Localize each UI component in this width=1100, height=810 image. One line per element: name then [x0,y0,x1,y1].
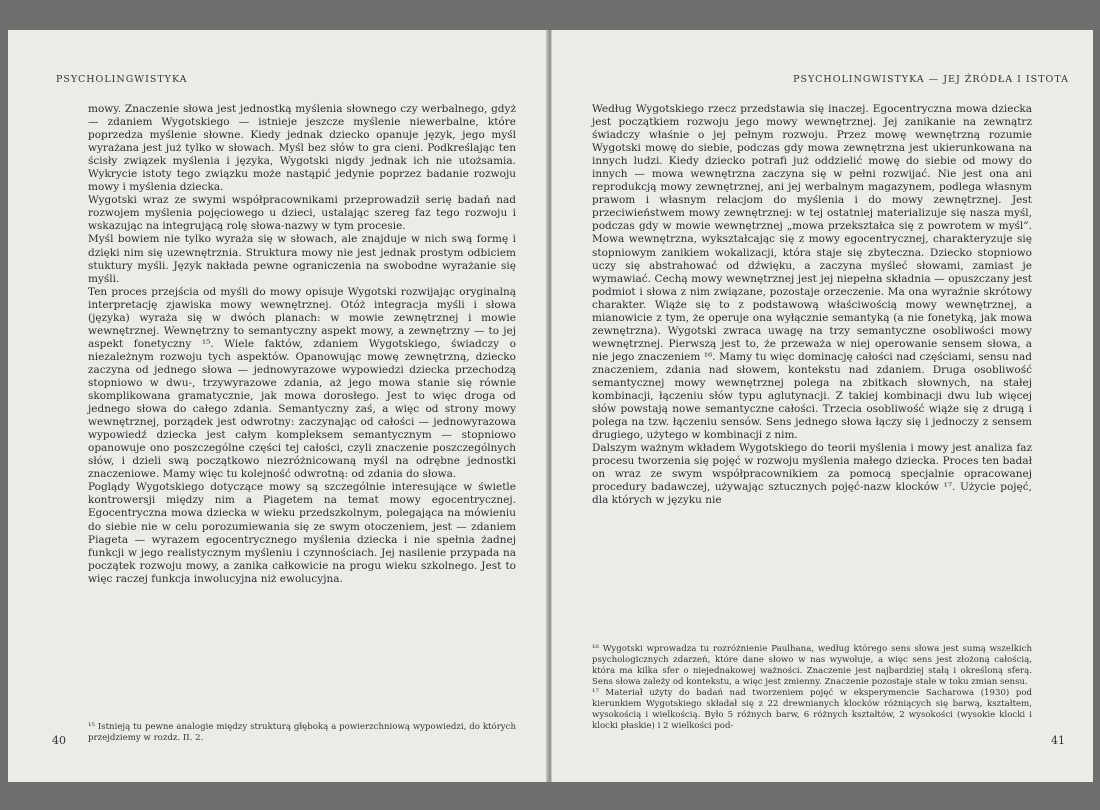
paragraph: Wygotski wraz ze swymi współpracownikami przeprowadził serię badań nad rozwojem myślenia pojęciowego u dzieci, ustalając szereg faz tego rozwoju i wskazując na integrującą rolę słowa-nazwy w tym procesie. [88,194,516,233]
right-body-text [592,103,1032,507]
right-footnotes [592,644,1032,732]
paragraph: Poglądy Wygotskiego dotyczące mowy są szczególnie interesujące w świetle kontrowersji między nim a Piagetem na temat mowy egocentrycznej. Egocentryczna mowa dziecka w wieku przedszkolnym, polegająca na mówieniu do siebie nie w celu porozumiewania się ze swym otoczeniem, jest — zdaniem Piageta — wyrazem egocentrycznego myślenia dziecka i nie spełnia żadnej funkcji w jego realistycznym myśleniu i czynnościach. Jej nasilenie przypada na początek rozwoju mowy, a zanika całkowicie na progu wieku szkolnego. Jest to więc raczej funkcja inwolucyjna niż ewolucyjna. [88,481,516,585]
footnote: ¹⁶ Wygotski wprowadza tu rozróżnienie Paulhana, według którego sens słowa jest sumą wszelkich psychologicznych zdarzeń, które dane słowo w nas wywołuje, a więc sens jest złożoną całością, która ma kilka sfer o niejednakowej ważności. Znaczenie jest najbardziej stałą i określoną sferą. Sens słowa zależy od kontekstu, a więc jest zmienny. Znaczenie pozostaje stałe w toku zmian sensu. [592,644,1032,687]
page-number-left: 40 [52,734,66,747]
footnote: ¹⁷ Materiał użyty do badań nad tworzeniem pojęć w eksperymencie Sacharowa (1930) pod kierunkiem Wygotskiego składał się z 22 drewnianych klocków różniących się barwą, kształtem, wysokością i wielkością. Było 5 różnych barw, 6 różnych kształtów, 2 wysokości (wysokie klocki i klocki płaskie) i 2 wielkości pod- [592,688,1032,731]
footnote: ¹⁵ Istnieją tu pewne analogie między strukturą głęboką a powierzchniową wypowiedzi, do których przejdziemy w rozdz. II. 2. [88,722,516,743]
left-footnotes [88,722,516,744]
paragraph: Według Wygotskiego rzecz przedstawia się inaczej. Egocentryczna mowa dziecka jest początkiem rozwoju jego mowy wewnętrznej. Jej zanikanie na zewnątrz świadczy właśnie o jej pełnym rozwoju. Przez mowę wewnętrzną rozumie Wygotski mowę do siebie, podczas gdy mowa zewnętrzna jest ukierunkowana na innych ludzi. Kiedy dziecko potrafi już oddzielić mowę do siebie od mowy do innych — mowa wewnętrzna zaczyna się w pełni rozwijać. Nie jest ona ani reprodukcją mowy zewnętrznej, ani jej werbalnym magazynem, podlega własnym prawom i własnym relacjom do myślenia i do mowy zewnętrznej. Jest przeciwieństwem mowy zewnętrznej: w tej ostatniej materializuje się nasza myśl, podczas gdy w mowie wewnętrznej „mowa przekształca się z powrotem w myśl”. Mowa wewnętrzna, wykształcając się z mowy egocentrycznej, charakteryzuje się stopniowym zanikiem wokalizacji, która staje się zbyteczna. Dziecko stopniowo uczy się abstrahować od dźwięku, a zaczyna myśleć słowami, zamiast je wymawiać. Cechą mowy wewnętrznej jest jej niepełna składnia — opuszczany jest podmiot i słowa z nim związane, pozostaje orzeczenie. Ma ona wyraźnie skrótowy charakter. Wiąże się to z podstawową właściwością mowy wewnętrznej, a mianowicie z tym, że operuje ona wyłącznie semantyką (a nie fonetyką, jak mowa zewnętrzna). Wygotski zwraca uwagę na trzy semantyczne osobliwości mowy wewnętrznej. Pierwszą jest to, że przeważa w niej operowanie sensem słowa, a nie jego znaczeniem ¹⁶. Mamy tu więc dominację całości nad częściami, sensu nad znaczeniem, zdania nad słowem, kontekstu nad zdaniem. Druga osobliwość semantycznej mowy wewnętrznej polega na zbitkach słownych, na stałej kombinacji, łączeniu słów typu aglutynacji. Z takiej kombinacji dwu lub więcej słów powstają nowe semantyczne całości. Trzecia osobliwość wiąże się z drugą i polega na tzw. łączeniu sensów. Sens jednego słowa łączy się i jednoczy z sensem drugiego, użytego w kombinacji z nim. [592,103,1032,442]
paragraph: mowy. Znaczenie słowa jest jednostką myślenia słownego czy werbalnego, gdyż — zdaniem Wygotskiego — istnieje jeszcze myślenie niewerbalne, które poprzedza myślenie słowne. Kiedy jednak dziecko opanuje język, jego myśl wyrażana jest już tylko w słowach. Myśl bez słów to gra cieni. Podkreślając ten ścisły związek myślenia i języka, Wygotski nigdy jednak ich nie utożsamia. Wykrycie istoty tego związku może nastąpić jedynie poprzez badanie rozwoju mowy i myślenia dziecka. [88,103,516,194]
right-page [551,30,1093,782]
paragraph: Ten proces przejścia od myśli do mowy opisuje Wygotski rozwijając oryginalną interpretację zjawiska mowy wewnętrznej. Otóż integracja myśli i słowa (języka) wyraża się w dwóch planach: w mowie zewnętrznej i mowie wewnętrznej. Wewnętrzny to semantyczny aspekt mowy, a zewnętrzny — to jej aspekt fonetyczny ¹⁵. Wiele faktów, zdaniem Wygotskiego, świadczy o niezależnym rozwoju tych aspektów. Opanowując mowę zewnętrzną, dziecko zaczyna od jednego słowa — jednowyrazowe wypowiedzi dziecka przechodzą stopniowo w dwu-, trzywyrazowe zdania, aż jego mowa stanie się równie skomplikowana gramatycznie, jak mowa dorosłego. Jest to więc droga od jednego słowa do całego zdania. Semantyczny zaś, a więc od strony mowy wewnętrznej, porządek jest odwrotny: zaczynając od całości — jednowyrazowa wypowiedź dziecka jest całym kompleksem semantycznym — stopniowo opanowuje ono poszczególne części tej całości, czyli znaczenie poszczególnych słów, i dzieli swą początkowo niezróżnicowaną myśl na odrębne jednostki znaczeniowe. Mamy więc tu kolejność odwrotną: od zdania do słowa. [88,285,516,481]
running-head-left: PSYCHOLINGWISTYKA [56,74,188,85]
paragraph: Myśl bowiem nie tylko wyraża się w słowach, ale znajduje w nich swą formę i dzięki nim się uzewnętrznia. Struktura mowy nie jest jednak prostym odbiciem stuktury myśli. Język nakłada pewne ograniczenia na swobodne wyrażanie się myśli. [88,233,516,285]
page-number-right: 41 [1051,734,1065,747]
left-body-text [88,103,516,586]
running-head-right: PSYCHOLINGWISTYKA — JEJ ŹRÓDŁA I ISTOTA [793,74,1069,85]
left-page [8,30,549,782]
paragraph: Dalszym ważnym wkładem Wygotskiego do teorii myślenia i mowy jest analiza faz procesu tworzenia się pojęć w rozwoju myślenia małego dziecka. Proces ten badał on wraz ze swym współpracownikiem za pomocą specjalnie opracowanej procedury badawczej, używając sztucznych pojęć-nazw klocków ¹⁷. Użycie pojęć, dla których w języku nie [592,442,1032,507]
